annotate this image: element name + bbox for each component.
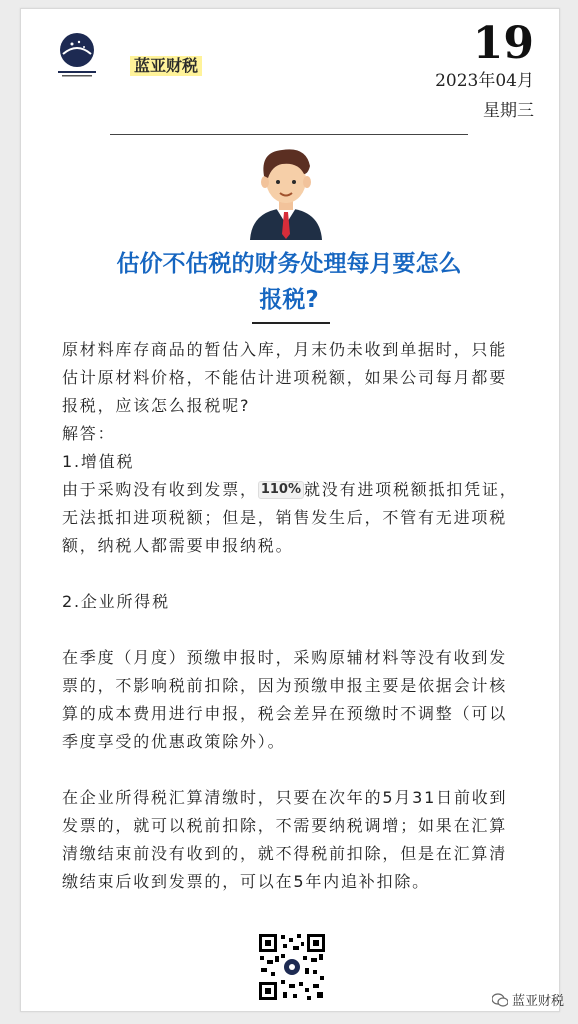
date-month: 2023年04月: [435, 71, 534, 91]
date-day: 19: [472, 18, 534, 69]
answer-label: 解答：: [62, 424, 116, 443]
section-1-heading: 1.增值税: [62, 452, 135, 471]
title-underline: [252, 322, 330, 324]
wechat-icon: [492, 993, 508, 1007]
title-line-2: 报税?: [259, 287, 319, 313]
date-weekday: 星期三: [483, 101, 534, 121]
intro-paragraph: 原材料库存商品的暂估入库，月末仍未收到单据时，只能估计原材料价格，不能估计进项税额，如果公司每月都要报税，应该怎么报税呢?: [62, 340, 508, 415]
article-title: [40, 246, 538, 318]
qr-code[interactable]: [257, 932, 327, 1002]
section-2-heading: 2.企业所得税: [62, 592, 170, 611]
article-body: [62, 336, 522, 896]
businessman-avatar-icon: [246, 144, 326, 240]
section-1-text-a: 由于采购没有收到发票，: [62, 480, 258, 499]
section-2-paragraph-2: 在企业所得税汇算清缴时，只要在次年的5月31日前收到发票的，就可以税前扣除，不需要纳税调增；如果在汇算清缴结束前没有收到的，就不得税前扣除，但是在汇算清缴结束后收到发票的，可以在5年内追补扣除。: [62, 788, 508, 891]
wechat-watermark: [492, 990, 564, 1009]
zoom-overlay-badge: 110%: [258, 481, 304, 499]
brand-name: 蓝亚财税: [130, 56, 202, 76]
title-line-1: 估价不估税的财务处理每月要怎么: [116, 251, 462, 277]
header-divider: [110, 134, 468, 135]
section-1-paragraph: [62, 476, 522, 560]
section-1-text-b: 就没有进项税额抵扣凭证，无法抵扣进项税额；但是，销售发生后，不管有无进项税额，纳税人都需要申报纳税。: [62, 480, 518, 555]
company-logo: [52, 28, 102, 80]
watermark-text: 蓝亚财税: [511, 994, 564, 1009]
section-2-paragraph-1: 在季度（月度）预缴申报时，采购原辅材料等没有收到发票的，不影响税前扣除，因为预缴申报主要是依据会计核算的成本费用进行申报，税会差异在预缴时不调整（可以季度享受的优惠政策除外）。: [62, 648, 508, 751]
